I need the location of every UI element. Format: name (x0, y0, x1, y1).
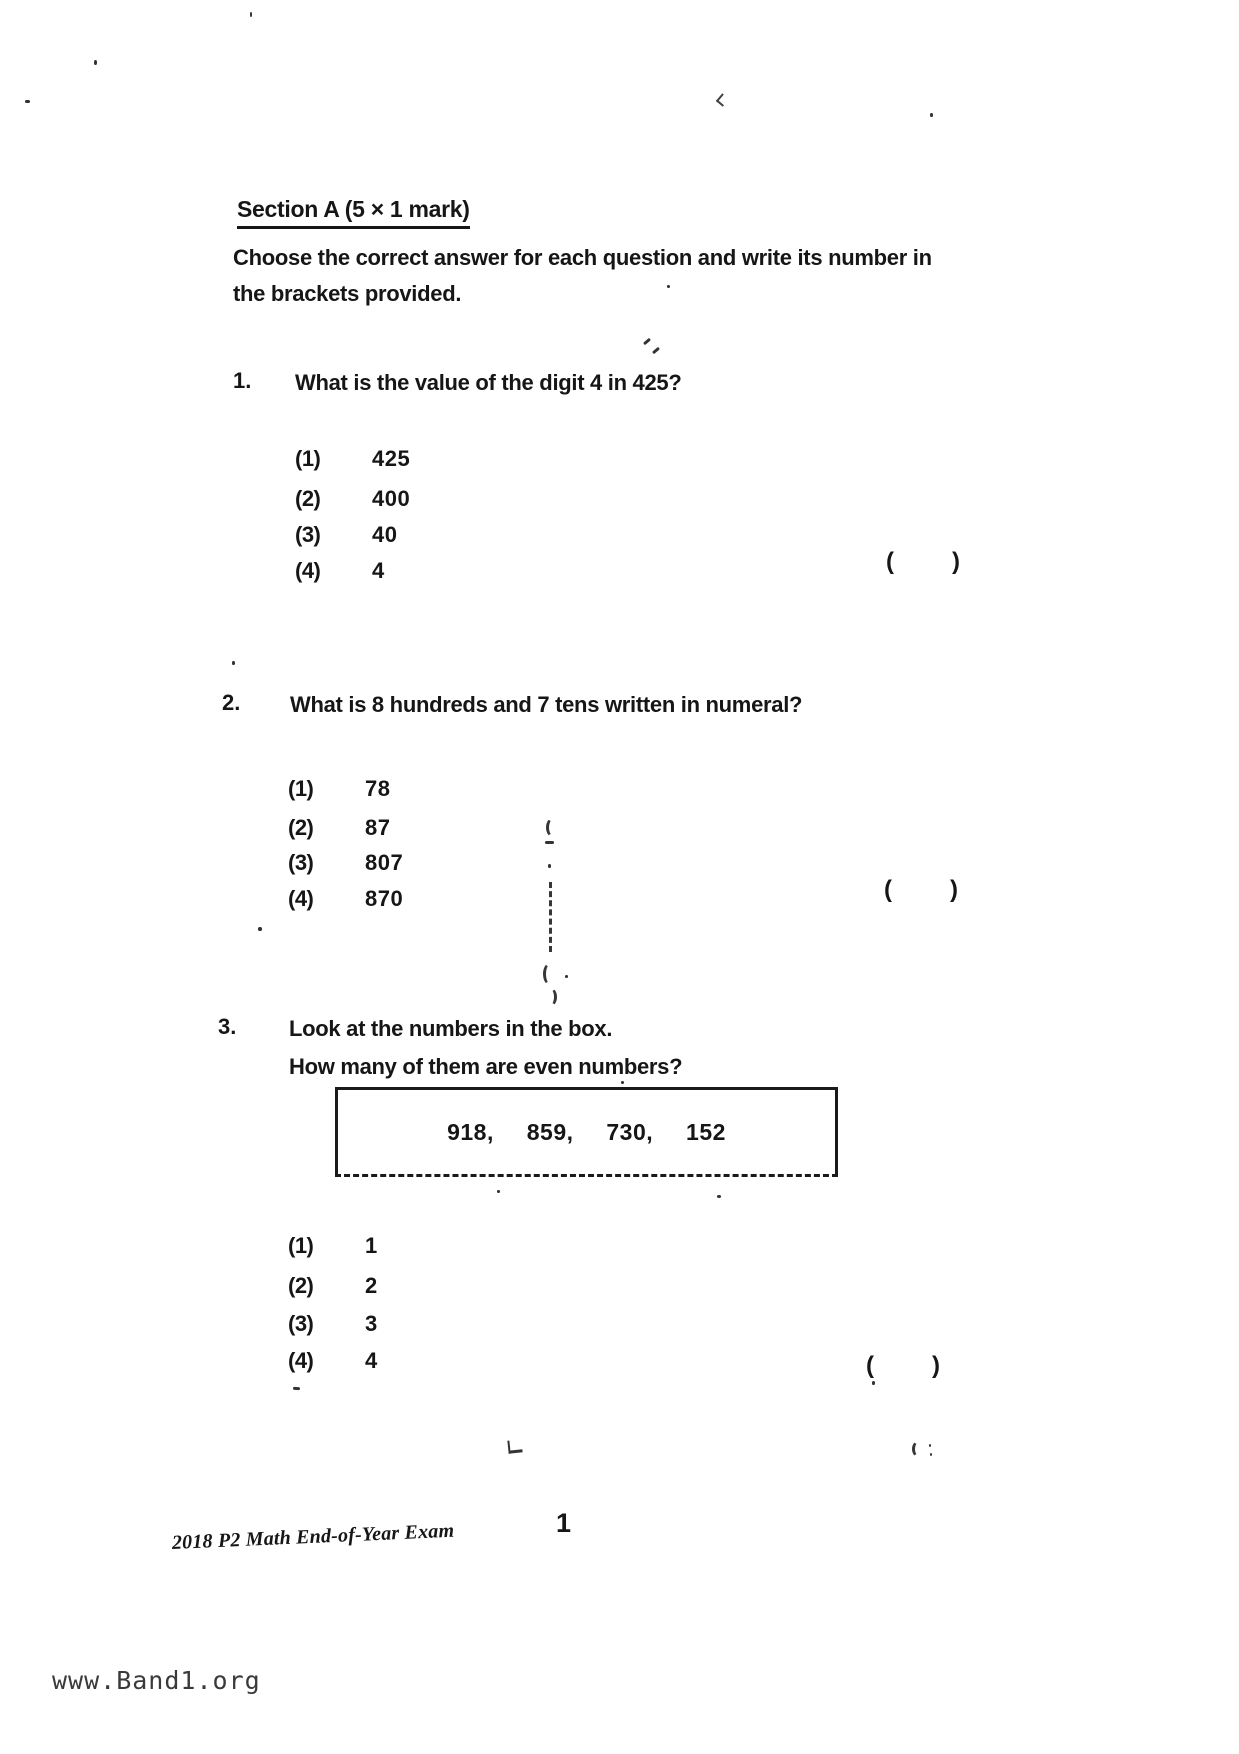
scan-speck (232, 661, 235, 665)
question-3-option-row (288, 1233, 378, 1259)
option-label: (2) (288, 815, 314, 840)
page-number: 1 (556, 1508, 572, 1538)
scan-speck (717, 1195, 721, 1198)
question-1-option-row (295, 486, 410, 512)
scan-speck (258, 927, 262, 931)
question-3-option-row (288, 1311, 378, 1337)
scan-angle-artifact (507, 1439, 522, 1453)
option-value: 40 (372, 522, 398, 547)
scan-speck (548, 864, 551, 868)
option-value: 1 (365, 1233, 378, 1258)
scan-speck (565, 975, 568, 978)
question-2-text: What is 8 hundreds and 7 tens written in numeral? (290, 692, 803, 717)
scan-curve-artifact (546, 818, 559, 837)
option-label: (2) (295, 486, 321, 511)
scan-curve-artifact (543, 963, 556, 985)
scan-speck (94, 60, 97, 65)
question-3-option-row (288, 1348, 378, 1374)
bracket-close-icon: ) (932, 1352, 940, 1379)
question-2-option-row (288, 850, 403, 876)
option-value: 4 (372, 558, 385, 583)
scan-curve-artifact (912, 1441, 924, 1457)
section-heading: Section A (5 × 1 mark) (237, 196, 470, 229)
scan-speck (872, 1381, 875, 1385)
option-label: (1) (288, 1233, 314, 1258)
option-value: 78 (365, 776, 391, 801)
option-value: 870 (365, 886, 404, 911)
question-3-text-line-1: Look at the numbers in the box. (289, 1016, 613, 1041)
question-2-option-row (288, 815, 390, 841)
bracket-close-icon: ) (950, 876, 958, 903)
scan-curve-artifact (545, 988, 557, 1006)
question-2-number: 2. (222, 690, 241, 715)
question-1-option-row (295, 558, 385, 584)
scan-speck (716, 93, 729, 106)
scan-speck (293, 1387, 300, 1391)
scan-speck (643, 338, 651, 345)
option-value: 807 (365, 850, 404, 875)
question-1-option-row (295, 446, 410, 472)
question-1-option-row (295, 522, 397, 548)
instruction-line-2: the brackets provided. (233, 281, 462, 306)
scan-speck (652, 347, 660, 354)
bracket-open-icon: ( (866, 1352, 874, 1379)
scan-speck (930, 113, 933, 117)
option-label: (2) (288, 1273, 314, 1298)
option-label: (3) (288, 850, 314, 875)
question-1-answer-brackets (886, 548, 960, 576)
option-label: (3) (288, 1311, 314, 1336)
instruction-line-1: Choose the correct answer for each question and write its number in (233, 245, 932, 270)
option-value: 2 (365, 1273, 378, 1298)
bracket-open-icon: ( (884, 876, 892, 903)
question-2-option-row (288, 776, 390, 802)
numbers-box (335, 1087, 838, 1177)
bracket-open-icon: ( (886, 548, 894, 575)
bracket-close-icon: ) (952, 548, 960, 575)
question-1-text: What is the value of the digit 4 in 425? (295, 370, 682, 395)
option-value: 425 (372, 446, 411, 471)
scan-speck (930, 1453, 932, 1456)
option-label: (1) (288, 776, 314, 801)
option-label: (4) (288, 886, 314, 911)
scan-speck (250, 12, 252, 17)
question-2-option-row (288, 886, 403, 912)
option-value: 400 (372, 486, 411, 511)
box-numbers-text: 918, 859, 730, 152 (447, 1118, 726, 1145)
option-label: (3) (295, 522, 321, 547)
option-value: 4 (365, 1348, 378, 1373)
watermark-url: www.Band1.org (52, 1666, 261, 1695)
question-3-answer-brackets (866, 1352, 940, 1380)
scan-speck (929, 1444, 931, 1447)
question-3-option-row (288, 1273, 378, 1299)
option-label: (4) (288, 1348, 314, 1373)
scan-speck (667, 285, 670, 288)
exam-footer-title: 2018 P2 Math End-of-Year Exam (171, 1519, 455, 1554)
option-label: (1) (295, 446, 321, 471)
option-value: 3 (365, 1311, 378, 1336)
scan-speck (497, 1190, 500, 1193)
scan-dashed-line (549, 882, 552, 952)
scan-speck (25, 100, 30, 103)
question-1-number: 1. (233, 368, 252, 393)
question-3-number: 3. (218, 1014, 237, 1039)
question-2-answer-brackets (884, 876, 958, 904)
option-value: 87 (365, 815, 391, 840)
scan-speck (621, 1081, 624, 1084)
option-label: (4) (295, 558, 321, 583)
question-3-text-line-2: How many of them are even numbers? (289, 1054, 683, 1079)
scan-speck (545, 841, 554, 844)
